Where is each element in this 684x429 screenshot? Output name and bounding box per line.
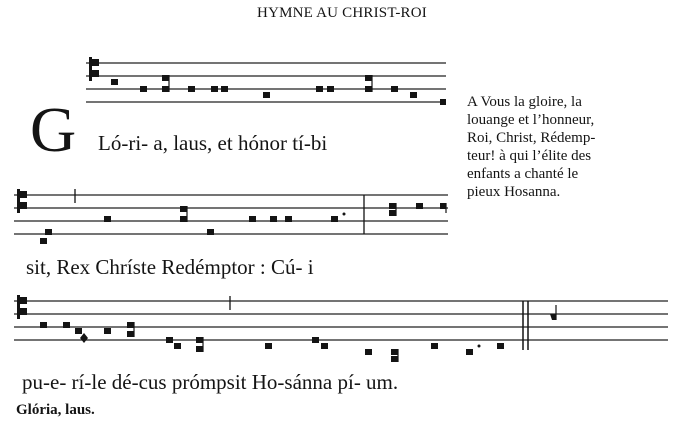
translation-line: louange et l’honneur, bbox=[467, 112, 595, 128]
do-clef-icon bbox=[89, 57, 99, 81]
refrain-cue: Glória, laus. bbox=[16, 402, 95, 418]
decorative-initial: G bbox=[30, 94, 77, 165]
translation-line: teur! à qui l’élite des bbox=[467, 148, 592, 164]
lyric-line-3: pu-e- rí-le dé-cus prómpsit Ho-sánna pí- um. bbox=[22, 370, 399, 394]
do-clef-icon bbox=[17, 189, 27, 213]
translation-line: enfants a chanté le bbox=[467, 166, 579, 182]
page-title: HYMNE AU CHRIST-ROI bbox=[257, 5, 427, 21]
lyric-line-2: sit, Rex Chríste Redémptor : Cú- i bbox=[26, 255, 314, 279]
translation-line: Roi, Christ, Rédemp- bbox=[467, 130, 596, 146]
translation-line: A Vous la gloire, la bbox=[467, 94, 582, 110]
french-translation bbox=[467, 93, 673, 201]
do-clef-icon bbox=[17, 295, 27, 319]
lyric-line-1: Ló-ri- a, laus, et hónor tí-bi bbox=[98, 131, 328, 155]
translation-line: pieux Hosanna. bbox=[467, 184, 561, 200]
